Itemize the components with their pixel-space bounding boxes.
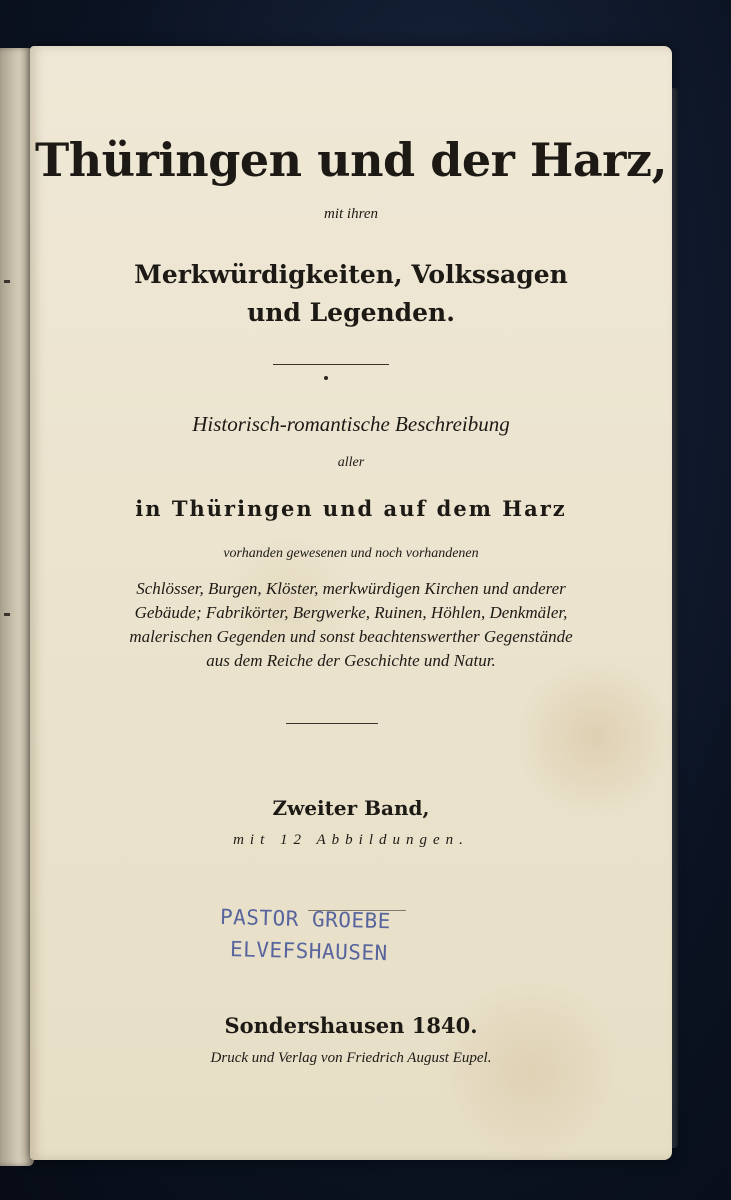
left-page-edge: [0, 48, 34, 1166]
description-line-4: aus dem Reiche der Geschichte und Natur.: [206, 651, 496, 670]
divider-rule: [286, 723, 378, 724]
existing-line: vorhanden gewesenen und noch vorhandenen: [223, 546, 479, 561]
subtitle-line-2: und Legenden.: [247, 298, 455, 327]
illustrations-note: mit 12 Abbildungen.: [233, 832, 469, 848]
edge-mark: [4, 280, 10, 283]
place-and-year: Sondershausen 1840.: [224, 1013, 478, 1038]
stamp-line-1: PASTOR GROEBE: [219, 904, 392, 934]
description-connector: aller: [337, 455, 365, 470]
title-page: [30, 46, 672, 1160]
decorative-dot: [324, 376, 328, 380]
description-heading: Historisch-romantische Beschreibung: [192, 412, 510, 436]
edge-mark: [4, 613, 10, 616]
description-line-1: Schlösser, Burgen, Klöster, merkwürdigen Kirchen und anderer: [136, 579, 566, 598]
subtitle-line-1: Merkwürdigkeiten, Volkssagen: [134, 260, 568, 289]
divider-rule: [273, 364, 389, 365]
stamp-line-2: ELVEFSHAUSEN: [229, 937, 389, 966]
printer-line: Druck und Verlag von Friedrich August Eupel.: [210, 1050, 492, 1066]
description-line-3: malerischen Gegenden und sonst beachtenswerther Gegenstände: [129, 627, 573, 646]
title-connector: mit ihren: [323, 206, 379, 222]
book-title: Thüringen und der Harz,: [34, 133, 668, 187]
region-line: in Thüringen und auf dem Harz: [135, 496, 567, 521]
ownership-stamp: [220, 904, 460, 968]
description-line-2: Gebäude; Fabrikörter, Bergwerke, Ruinen, Höhlen, Denkmäler,: [134, 603, 568, 622]
volume-label: Zweiter Band,: [272, 796, 430, 820]
